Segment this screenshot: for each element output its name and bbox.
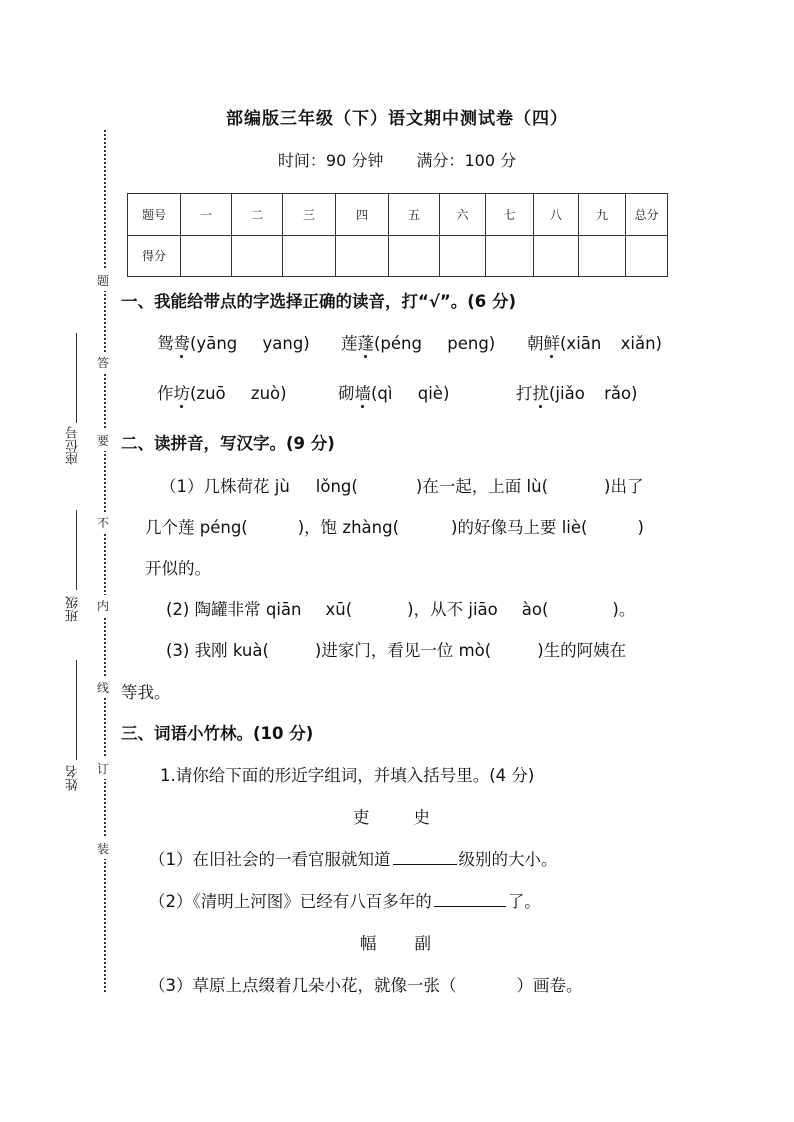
score-cell[interactable]: [440, 235, 486, 277]
similar-char-pair: 吏 史: [353, 808, 430, 827]
dotted-char: 墙: [354, 384, 371, 403]
score-table-header: 七: [486, 194, 534, 236]
section2-q1-line2: 几个莲 péng( )，饱 zhàng( )的好像马上要 liè( ): [145, 518, 644, 537]
score-table-header: 总分: [626, 194, 668, 236]
section2-q3-line2: 等我。: [121, 683, 171, 702]
pinyin-choice-item: 作坊(zuō zuò): [157, 384, 287, 403]
section2-title: 二、读拼音，写汉字。(9 分): [121, 434, 335, 453]
dotted-char: 鲜: [543, 334, 560, 353]
exam-info: [0, 148, 794, 171]
pinyin-choice-item: 莲蓬(péng peng): [341, 334, 496, 353]
binding-char: 要: [97, 430, 109, 451]
seat-number-line[interactable]: [76, 333, 77, 423]
score-table-header: 题号: [128, 194, 181, 236]
section3-q3: （3）草原上点缀着几朵小花，就像一张（ ）画卷。: [149, 976, 583, 995]
score-table-header: 二: [232, 194, 283, 236]
seat-number-label: 座位号: [66, 426, 81, 465]
section2-q3-line1: (3) 我刚 kuà( )进家门，看见一位 mò( )生的阿姨在: [166, 641, 627, 660]
score-table-header-row: [128, 194, 668, 236]
score-table-header: 八: [534, 194, 579, 236]
exam-time: 时间：90 分钟: [277, 151, 384, 170]
class-label: 班级: [66, 596, 81, 622]
score-cell[interactable]: [579, 235, 626, 277]
pinyin-choice-item: 鸳鸯(yāng yang): [157, 334, 310, 353]
score-table-header: 五: [389, 194, 440, 236]
section3-sub1: 1.请你给下面的形近字组词，并填入括号里。(4 分): [160, 766, 535, 785]
score-row-label: 得分: [128, 235, 181, 277]
section3-q1: （1）在旧社会的一看官服就知道 级别的大小。: [149, 850, 558, 869]
score-table-header: 六: [440, 194, 486, 236]
pinyin-choice-item: 打扰(jiǎo rǎo): [516, 384, 638, 403]
score-cell[interactable]: [389, 235, 440, 277]
binding-char: 装: [97, 838, 109, 859]
score-table-header: 九: [579, 194, 626, 236]
score-cell[interactable]: [626, 235, 668, 277]
score-table: [127, 193, 668, 277]
dotted-char: 鸯: [173, 334, 190, 353]
score-cell[interactable]: [181, 235, 232, 277]
score-cell[interactable]: [336, 235, 389, 277]
section2-q2: (2) 陶罐非常 qiān xū( )，从不 jiāo ào( )。: [166, 600, 636, 619]
answer-blank[interactable]: [434, 892, 506, 907]
class-line[interactable]: [76, 510, 77, 590]
score-cell[interactable]: [486, 235, 534, 277]
binding-char: 线: [97, 677, 109, 698]
pinyin-choice-item: 朝鲜(xiān xiǎn): [527, 334, 662, 353]
score-table-score-row: [128, 235, 668, 277]
binding-char: 答: [97, 352, 109, 373]
score-table-header: 三: [283, 194, 336, 236]
section2-q1-line1: （1）几株荷花 jù lǒng( )在一起，上面 lù( )出了: [160, 477, 644, 496]
page-title: 部编版三年级（下）语文期中测试卷（四）: [226, 109, 568, 129]
dotted-char: 坊: [173, 384, 190, 403]
section3-title: 三、词语小竹林。(10 分): [121, 724, 314, 743]
name-label: 姓名: [66, 765, 81, 791]
dotted-char: 蓬: [357, 334, 374, 353]
section3-q2: （2）《清明上河图》已经有八百多年的 了。: [149, 892, 541, 911]
binding-dotted-line: [104, 130, 106, 992]
name-line[interactable]: [76, 660, 77, 760]
answer-blank[interactable]: [393, 850, 457, 865]
dotted-char: 扰: [532, 384, 549, 403]
binding-char: 题: [97, 270, 109, 291]
score-table-header: 四: [336, 194, 389, 236]
binding-char: 不: [97, 512, 109, 533]
section2-q1-line3: 开似的。: [145, 559, 211, 578]
exam-full-score: 满分：100 分: [416, 151, 517, 170]
binding-char: 内: [97, 595, 109, 616]
similar-char-pair: 幅 副: [360, 934, 431, 953]
score-cell[interactable]: [232, 235, 283, 277]
pinyin-choice-item: 砌墙(qì qiè): [338, 384, 450, 403]
section1-title: 一、我能给带点的字选择正确的读音，打“√”。(6 分): [121, 292, 517, 311]
score-cell[interactable]: [283, 235, 336, 277]
score-cell[interactable]: [534, 235, 579, 277]
score-table-header: 一: [181, 194, 232, 236]
binding-char: 订: [97, 758, 109, 779]
